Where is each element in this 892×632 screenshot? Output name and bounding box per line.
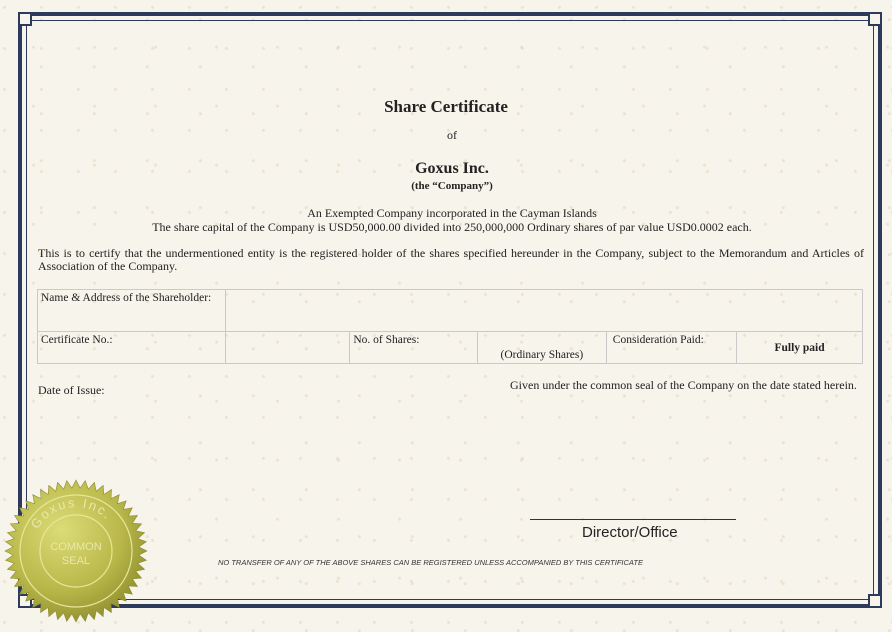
- table-row: [38, 332, 863, 364]
- certificate-of: of: [447, 128, 457, 142]
- share-class: (Ordinary Shares): [477, 332, 606, 364]
- date-of-issue-label: Date of Issue:: [38, 383, 105, 397]
- signature-label: Director/Office: [582, 524, 678, 541]
- transfer-notice: NO TRANSFER OF ANY OF THE ABOVE SHARES CAN BE REGISTERED UNLESS ACCOMPANIED BY THIS CERTIFICATE: [218, 558, 643, 567]
- no-of-shares-label: No. of Shares:: [350, 332, 478, 364]
- certificate-no-value: [226, 332, 350, 364]
- certify-statement: This is to certify that the undermentioned entity is the registered holder of the shares specified hereunder in the Company, subject to the Memorandum and Articles of Association of the Company.: [38, 246, 864, 273]
- company-description: An Exempted Company incorporated in the Cayman Islands: [307, 206, 597, 220]
- consideration-value: Fully paid: [737, 332, 863, 364]
- seal-center-line2: SEAL: [61, 555, 91, 567]
- border-corner-top-left: [18, 12, 32, 26]
- shareholder-table: [37, 289, 863, 364]
- share-capital-description: The share capital of the Company is USD50,000.00 divided into 250,000,000 Ordinary shares of par value USD0.0002 each.: [152, 220, 752, 234]
- border-corner-bottom-right: [868, 594, 882, 608]
- consideration-label: Consideration Paid:: [606, 332, 736, 364]
- common-seal-icon: [4, 479, 148, 623]
- seal-center-line1: COMMON: [50, 541, 102, 553]
- seal-ring-text: Goxus Inc.: [27, 494, 116, 532]
- table-row: [38, 290, 863, 332]
- company-name: Goxus Inc.: [415, 160, 489, 177]
- signature-line: [530, 519, 736, 520]
- common-seal-statement: Given under the common seal of the Company on the date stated herein.: [510, 378, 857, 392]
- company-alias: (the “Company”): [411, 180, 493, 192]
- name-address-value: [226, 290, 863, 332]
- border-corner-top-right: [868, 12, 882, 26]
- certificate-title: Share Certificate: [384, 97, 508, 116]
- name-address-label: Name & Address of the Shareholder:: [38, 290, 226, 332]
- certificate-no-label: Certificate No.:: [38, 332, 226, 364]
